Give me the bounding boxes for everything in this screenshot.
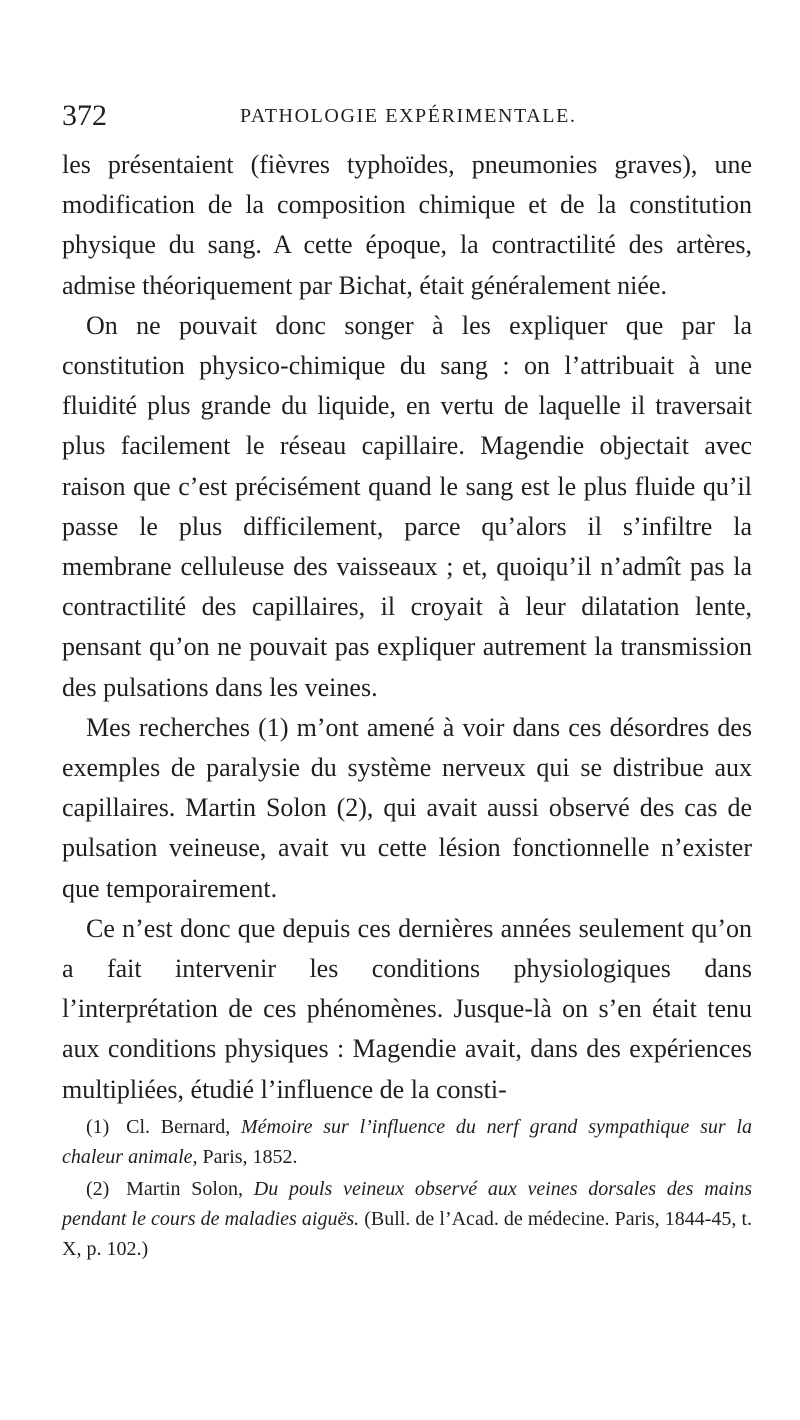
running-title: PATHOLOGIE EXPÉRIMENTALE. bbox=[240, 105, 577, 127]
footnote-number: (2) bbox=[86, 1178, 110, 1200]
footnote-author: Martin Solon, bbox=[126, 1178, 243, 1200]
footnote-author: Cl. Bernard, bbox=[126, 1116, 231, 1138]
running-head bbox=[62, 96, 762, 136]
main-text bbox=[62, 145, 752, 1110]
footnotes bbox=[62, 1112, 752, 1266]
footnote-title: Mémoire sur l’influence du nerf grand sympathique sur la chaleur animale, bbox=[62, 1116, 752, 1168]
footnote-publication: (Bull. de l’Acad. de médecine. Paris, 1844-45, t. X, p. 102.) bbox=[62, 1208, 753, 1260]
footnote-title: Du pouls veineux observé aux veines dorsales des mains pendant le cours de maladies aiguës. bbox=[62, 1178, 752, 1230]
footnote-1 bbox=[62, 1112, 752, 1172]
footnote-2 bbox=[62, 1174, 752, 1264]
footnote-publication: Paris, 1852. bbox=[202, 1146, 298, 1168]
paragraph-continuation: les présentaient (fièvres typhoïdes, pneumonies graves), une modification de la composition chimique et de la constitution physique du sang. A cette époque, la contractilité des artères, admise théoriquement par Bichat, était généralement niée. bbox=[62, 150, 752, 300]
paragraph-conditions-physiologiques: Ce n’est donc que depuis ces dernières années seulement qu’on a fait intervenir les conditions physiologiques dans l’interprétation de ces phénomènes. Jusque-là on s’en était tenu aux conditions physiques : Magendie avait, dans des expériences multipliées, étudié l’influence de la consti- bbox=[62, 913, 752, 1104]
page-number: 372 bbox=[62, 99, 107, 132]
footnote-number: (1) bbox=[86, 1116, 110, 1138]
paragraph-recherches: Mes recherches (1) m’ont amené à voir dans ces désordres des exemples de paralysie du système nerveux qui se distribue aux capillaires. Martin Solon (2), qui avait aussi observé des cas de pulsation veineuse, avait vu cette lésion fonctionnelle n’exister que temporairement. bbox=[62, 712, 752, 903]
paragraph-physico-chimique: On ne pouvait donc songer à les expliquer que par la constitution physico-chimique du sang : on l’attribuait à une fluidité plus grande du liquide, en vertu de laquelle il traversait plus facilement le réseau capillaire. Magendie objectait avec raison que c’est précisément quand le sang est le plus fluide qu’il passe le plus difficilement, parce qu’alors il s’infiltre la membrane celluleuse des vaisseaux ; et, quoiqu’il n’admît pas la contractilité des capillaires, il croyait à leur dilatation lente, pensant qu’on ne pouvait pas expliquer autrement la transmission des pulsations dans les veines. bbox=[62, 310, 752, 702]
